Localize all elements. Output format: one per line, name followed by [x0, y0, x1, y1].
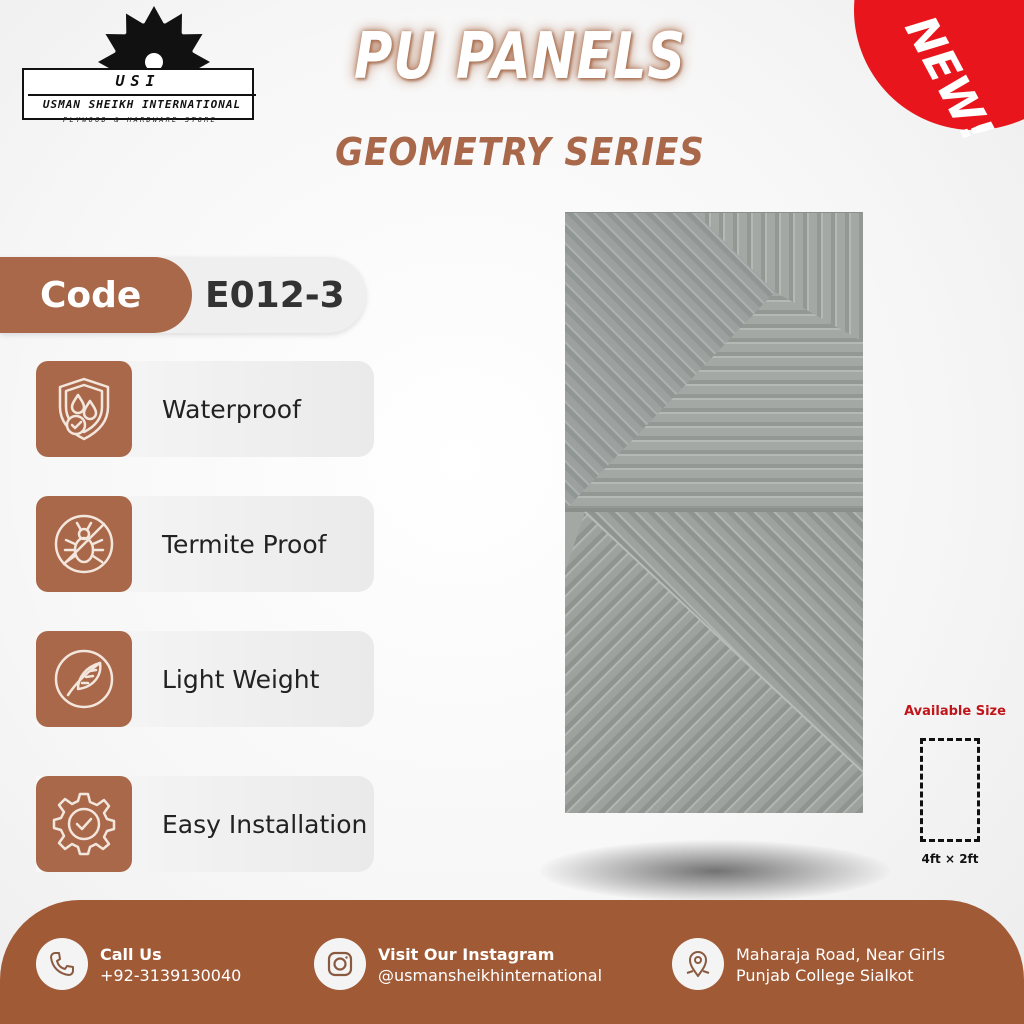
code-label: Code	[0, 257, 192, 333]
feature-label: Light Weight	[162, 664, 320, 694]
feature-waterproof	[36, 361, 374, 457]
gear-check-icon	[36, 776, 132, 872]
panel-shadow	[540, 840, 890, 902]
feature-label: Waterproof	[162, 394, 301, 424]
logo-plate	[22, 68, 254, 120]
feather-icon	[36, 631, 132, 727]
brand-name: USMAN SHEIKH INTERNATIONAL	[28, 94, 256, 111]
feature-label: Easy Installation	[162, 809, 368, 839]
page-subtitle: GEOMETRY SERIES	[335, 130, 705, 174]
feature-light-weight	[36, 631, 374, 727]
call-title: Call Us	[100, 945, 162, 964]
instagram-handle[interactable]: @usmansheikhinternational	[378, 966, 603, 985]
address-line-2: Punjab College Sialkot	[736, 966, 914, 985]
instagram-title: Visit Our Instagram	[378, 945, 555, 964]
feature-easy-installation	[36, 776, 374, 872]
phone-icon	[36, 938, 88, 990]
size-title: Available Size	[904, 704, 1006, 719]
code-value: E012-3	[205, 274, 345, 316]
new-badge-text: NEW!	[893, 7, 1003, 152]
instagram-icon	[314, 938, 366, 990]
feature-label: Termite Proof	[162, 529, 327, 559]
water-shield-icon	[36, 361, 132, 457]
pu-panel-image	[565, 212, 863, 813]
location-pin-icon	[672, 938, 724, 990]
address-line-1: Maharaja Road, Near Girls	[736, 945, 946, 964]
brand-tagline: PLYWOOD & HARDWARE STORE	[63, 116, 217, 124]
size-diagram	[920, 738, 980, 842]
size-dimensions: 4ft × 2ft	[921, 852, 979, 866]
brand-logo	[22, 6, 258, 126]
no-termite-icon	[36, 496, 132, 592]
logo-initials: USI	[115, 72, 161, 90]
call-number[interactable]: +92-3139130040	[100, 966, 242, 985]
page-title: PU PANELS	[354, 20, 686, 94]
feature-termite-proof	[36, 496, 374, 592]
product-code	[0, 257, 366, 333]
